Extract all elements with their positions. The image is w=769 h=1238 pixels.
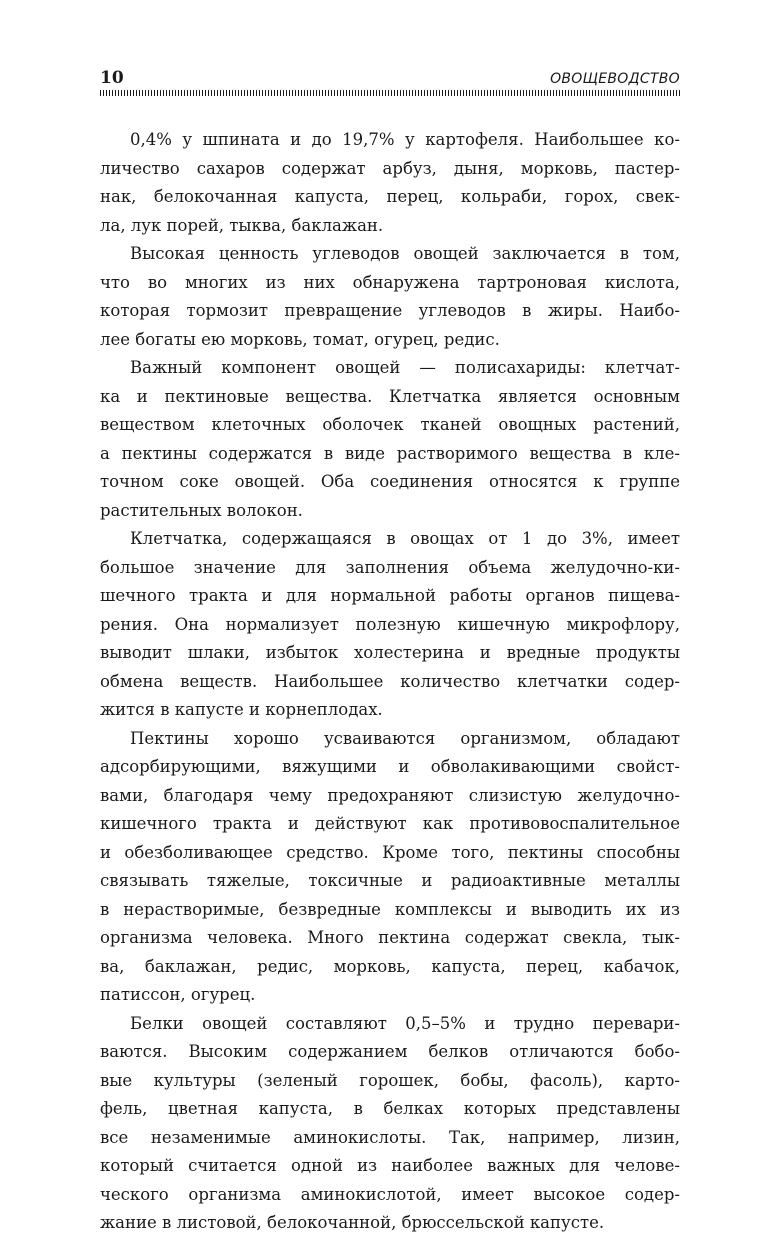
text-line: вами, благодаря чему предохраняют слизистую желудочно- xyxy=(100,785,680,805)
paragraph xyxy=(100,354,680,525)
text-line: точном соке овощей. Оба соединения относятся к группе xyxy=(100,472,680,491)
text-line: который считается одной из наиболее важных для челове- xyxy=(100,1156,680,1175)
text-line: веществом клеточных оболочек тканей овощных растений, xyxy=(100,415,680,434)
text-line: Клетчатка, содержащаяся в овощах от 1 до 3%, имеет xyxy=(130,529,680,548)
running-title: ОВОЩЕВОДСТВО xyxy=(550,71,680,87)
paragraph xyxy=(100,525,680,725)
paragraph xyxy=(100,1010,680,1238)
text-line: организма человека. Много пектина содержат свекла, тык- xyxy=(100,928,680,947)
text-line: большое значение для заполнения объема желудочно-ки- xyxy=(100,557,680,577)
text-line: шечного тракта и для нормальной работы органов пищева- xyxy=(100,586,680,605)
text-line: личество сахаров содержат арбуз, дыня, морковь, пастер- xyxy=(100,158,680,178)
text-line: ка и пектиновые вещества. Клетчатка является основным xyxy=(100,386,680,406)
text-line: нак, белокочанная капуста, перец, кольраби, горох, свек- xyxy=(100,187,680,206)
text-line: растительных волокон. xyxy=(100,500,303,520)
text-line: ла, лук порей, тыква, баклажан. xyxy=(100,215,384,235)
text-line: лее богаты ею морковь, томат, огурец, редис. xyxy=(100,329,500,349)
text-line: патиссон, огурец. xyxy=(100,985,256,1004)
text-line: жится в капусте и корнеплодах. xyxy=(100,700,383,719)
text-line: ческого организма аминокислотой, имеет высокое содер- xyxy=(100,1184,680,1204)
text-line: вые культуры (зеленый горошек, бобы, фасоль), карто- xyxy=(100,1070,680,1090)
text-line: связывать тяжелые, токсичные и радиоактивные металлы xyxy=(100,871,680,890)
paragraph xyxy=(100,725,680,1010)
text-line: в нерастворимые, безвредные комплексы и выводить их из xyxy=(100,899,680,919)
text-line: адсорбирующими, вяжущими и обволакивающими свойст- xyxy=(100,757,680,776)
text-line: ва, баклажан, редис, морковь, капуста, перец, кабачок, xyxy=(100,956,680,976)
text-line: Важный компонент овощей — полисахариды: клетчат- xyxy=(130,358,680,377)
text-line: Пектины хорошо усваиваются организмом, обладают xyxy=(130,728,680,748)
text-line: все незаменимые аминокислоты. Так, например, лизин, xyxy=(100,1127,680,1147)
text-line: фель, цветная капуста, в белках которых представлены xyxy=(100,1099,680,1118)
paragraph xyxy=(100,240,680,354)
text-line: 0,4% у шпината и до 19,7% у картофеля. Наибольшее ко- xyxy=(130,130,680,149)
page-number: 10 xyxy=(100,68,124,88)
body-text xyxy=(100,126,680,1238)
text-line: ваются. Высоким содержанием белков отличаются бобо- xyxy=(100,1042,680,1061)
text-line: кишечного тракта и действуют как противовоспалительное xyxy=(100,814,680,833)
text-line: рения. Она нормализует полезную кишечную микрофлору, xyxy=(100,614,680,634)
text-line: что во многих из них обнаружена тартроновая кислота, xyxy=(100,272,680,292)
text-line: обмена веществ. Наибольшее количество клетчатки содер- xyxy=(100,671,680,691)
paragraph xyxy=(100,126,680,240)
page-header xyxy=(100,66,680,90)
text-line: и обезболивающее средство. Кроме того, пектины способны xyxy=(100,842,680,862)
text-line: жание в листовой, белокочанной, брюссельской капусте. xyxy=(100,1213,605,1232)
text-line: Высокая ценность углеводов овощей заключается в том, xyxy=(130,244,680,263)
text-line: выводит шлаки, избыток холестерина и вредные продукты xyxy=(100,643,680,662)
text-line: Белки овощей составляют 0,5–5% и трудно перевари- xyxy=(130,1013,680,1033)
text-line: которая тормозит превращение углеводов в жиры. Наибо- xyxy=(100,301,680,320)
header-rule-divider xyxy=(100,90,680,96)
text-line: а пектины содержатся в виде растворимого вещества в кле- xyxy=(100,443,680,463)
